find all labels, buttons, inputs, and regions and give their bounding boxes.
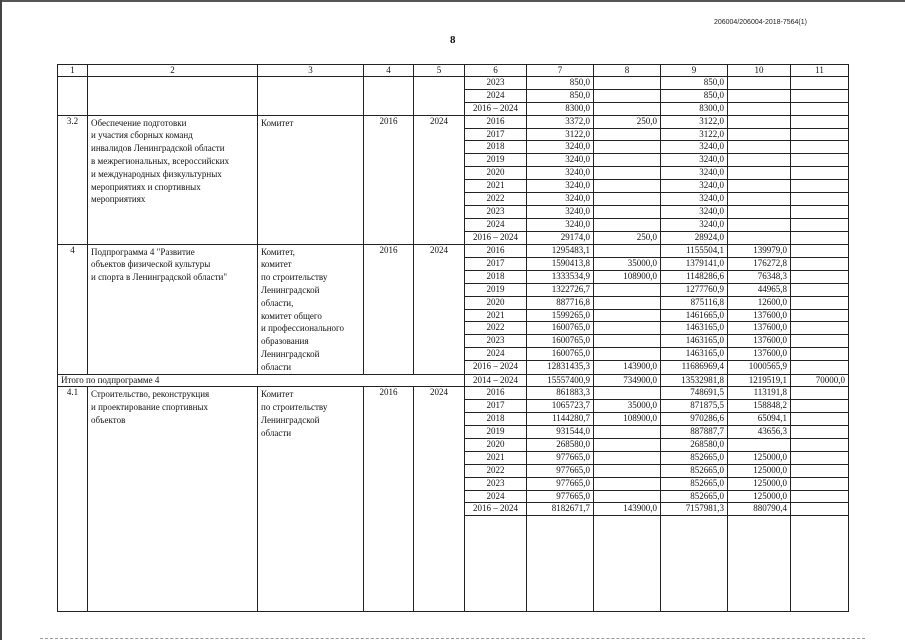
period-cell: 2017 xyxy=(465,257,527,270)
amount-cell: 250,0 xyxy=(594,231,661,244)
period-cell: 2023 xyxy=(465,77,527,90)
total-amount-cell: 70000,0 xyxy=(791,374,849,387)
total-amount-cell: 2014 – 2024 xyxy=(465,374,527,387)
amount-cell xyxy=(594,387,661,400)
amount-cell: 1277760,9 xyxy=(661,283,728,296)
amount-cell: 852665,0 xyxy=(661,464,728,477)
period-cell: 2019 xyxy=(465,154,527,167)
amount-cell xyxy=(728,154,791,167)
period-cell: 2022 xyxy=(465,464,527,477)
table-row xyxy=(58,115,849,128)
amount-cell xyxy=(791,477,849,490)
column-number-cell: 7 xyxy=(527,65,594,77)
amount-cell xyxy=(594,167,661,180)
amount-cell xyxy=(594,102,661,115)
amount-cell: 1148286,6 xyxy=(661,270,728,283)
executor-cell: Комитет, комитет по строительству Ленинградской области, комитет общего и профессионального образования Ленинградской области xyxy=(258,244,364,374)
amount-cell: 176272,8 xyxy=(728,257,791,270)
amount-cell: 1463165,0 xyxy=(661,335,728,348)
amount-cell xyxy=(594,218,661,231)
amount-cell: 850,0 xyxy=(661,77,728,90)
program-funding-table xyxy=(57,64,849,612)
amount-cell: 1600765,0 xyxy=(527,348,594,361)
start-year-cell: 2016 xyxy=(364,387,414,612)
column-number-cell: 2 xyxy=(88,65,258,77)
amount-cell xyxy=(791,296,849,309)
period-cell: 2016 – 2024 xyxy=(465,361,527,374)
amount-cell: 143900,0 xyxy=(594,361,661,374)
amount-cell: 137600,0 xyxy=(728,322,791,335)
amount-cell: 861883,3 xyxy=(527,387,594,400)
amount-cell: 3240,0 xyxy=(661,205,728,218)
amount-cell xyxy=(594,477,661,490)
amount-cell: 1600765,0 xyxy=(527,335,594,348)
period-cell: 2017 xyxy=(465,128,527,141)
amount-cell xyxy=(728,102,791,115)
amount-cell: 931544,0 xyxy=(527,426,594,439)
table-row xyxy=(58,244,849,257)
table-row xyxy=(58,387,849,400)
amount-cell xyxy=(728,439,791,452)
period-cell: 2021 xyxy=(465,180,527,193)
amount-cell xyxy=(791,231,849,244)
amount-cell xyxy=(791,102,849,115)
amount-cell: 1463165,0 xyxy=(661,348,728,361)
amount-cell: 29174,0 xyxy=(527,231,594,244)
amount-cell xyxy=(594,77,661,90)
amount-cell: 977665,0 xyxy=(527,464,594,477)
amount-cell: 3372,0 xyxy=(527,115,594,128)
column-number-cell: 10 xyxy=(728,65,791,77)
amount-cell xyxy=(791,413,849,426)
amount-cell: 113191,8 xyxy=(728,387,791,400)
amount-cell: 137600,0 xyxy=(728,335,791,348)
amount-cell xyxy=(791,167,849,180)
amount-cell: 8182671,7 xyxy=(527,503,594,516)
amount-cell: 139979,0 xyxy=(728,244,791,257)
amount-cell: 3240,0 xyxy=(527,205,594,218)
empty-cell xyxy=(594,516,661,612)
item-number-cell: 3.2 xyxy=(58,115,88,244)
amount-cell xyxy=(594,141,661,154)
amount-cell xyxy=(594,490,661,503)
period-cell: 2018 xyxy=(465,270,527,283)
amount-cell: 3240,0 xyxy=(527,193,594,206)
amount-cell: 887716,8 xyxy=(527,296,594,309)
period-cell: 2023 xyxy=(465,477,527,490)
amount-cell: 1295483,1 xyxy=(527,244,594,257)
amount-cell: 977665,0 xyxy=(527,477,594,490)
executor-cell: Комитет по строительству Ленинградской области xyxy=(258,387,364,612)
amount-cell xyxy=(791,205,849,218)
amount-cell xyxy=(791,490,849,503)
amount-cell xyxy=(594,193,661,206)
amount-cell xyxy=(791,257,849,270)
amount-cell xyxy=(594,296,661,309)
total-row xyxy=(58,374,849,387)
amount-cell: 875116,8 xyxy=(661,296,728,309)
amount-cell: 887887,7 xyxy=(661,426,728,439)
amount-cell: 977665,0 xyxy=(527,451,594,464)
amount-cell: 850,0 xyxy=(661,89,728,102)
amount-cell xyxy=(791,348,849,361)
amount-cell: 3240,0 xyxy=(527,180,594,193)
amount-cell: 3240,0 xyxy=(527,167,594,180)
amount-cell xyxy=(594,154,661,167)
end-year-cell: 2024 xyxy=(414,387,465,612)
column-number-cell: 9 xyxy=(661,65,728,77)
amount-cell: 850,0 xyxy=(527,77,594,90)
amount-cell: 880790,4 xyxy=(728,503,791,516)
amount-cell: 3240,0 xyxy=(661,180,728,193)
amount-cell: 125000,0 xyxy=(728,490,791,503)
period-cell: 2024 xyxy=(465,348,527,361)
total-amount-cell: 734900,0 xyxy=(594,374,661,387)
carry-name-cell xyxy=(88,77,258,116)
amount-cell xyxy=(791,387,849,400)
amount-cell xyxy=(791,218,849,231)
total-amount-cell: 13532981,8 xyxy=(661,374,728,387)
amount-cell xyxy=(791,439,849,452)
item-name-cell: Строительство, реконструкция и проектирование спортивных объектов xyxy=(88,387,258,612)
amount-cell: 3240,0 xyxy=(527,154,594,167)
amount-cell xyxy=(594,89,661,102)
amount-cell xyxy=(594,283,661,296)
amount-cell: 43656,3 xyxy=(728,426,791,439)
amount-cell: 1155504,1 xyxy=(661,244,728,257)
amount-cell: 11686969,4 xyxy=(661,361,728,374)
amount-cell: 3240,0 xyxy=(527,218,594,231)
amount-cell xyxy=(791,128,849,141)
amount-cell: 3240,0 xyxy=(661,193,728,206)
executor-cell: Комитет xyxy=(258,115,364,244)
amount-cell: 28924,0 xyxy=(661,231,728,244)
period-cell: 2017 xyxy=(465,400,527,413)
column-number-cell: 11 xyxy=(791,65,849,77)
scan-bottom-edge xyxy=(40,637,865,639)
amount-cell: 268580,0 xyxy=(661,439,728,452)
table-row xyxy=(58,77,849,90)
amount-cell xyxy=(791,77,849,90)
carry-start-cell xyxy=(364,77,414,116)
amount-cell: 44965,8 xyxy=(728,283,791,296)
period-cell: 2024 xyxy=(465,218,527,231)
amount-cell xyxy=(791,244,849,257)
column-number-cell: 8 xyxy=(594,65,661,77)
amount-cell xyxy=(791,283,849,296)
amount-cell: 8300,0 xyxy=(527,102,594,115)
total-amount-cell: 15557400,9 xyxy=(527,374,594,387)
empty-cell xyxy=(661,516,728,612)
period-cell: 2020 xyxy=(465,167,527,180)
amount-cell: 268580,0 xyxy=(527,439,594,452)
amount-cell: 970286,6 xyxy=(661,413,728,426)
amount-cell: 125000,0 xyxy=(728,464,791,477)
period-cell: 2019 xyxy=(465,426,527,439)
period-cell: 2016 xyxy=(465,115,527,128)
amount-cell: 1000565,9 xyxy=(728,361,791,374)
amount-cell xyxy=(791,426,849,439)
period-cell: 2023 xyxy=(465,335,527,348)
amount-cell: 143900,0 xyxy=(594,503,661,516)
period-cell: 2024 xyxy=(465,490,527,503)
column-number-cell: 1 xyxy=(58,65,88,77)
period-cell: 2019 xyxy=(465,283,527,296)
amount-cell xyxy=(791,451,849,464)
amount-cell xyxy=(791,89,849,102)
amount-cell: 1379141,0 xyxy=(661,257,728,270)
amount-cell: 852665,0 xyxy=(661,451,728,464)
period-cell: 2020 xyxy=(465,439,527,452)
amount-cell: 35000,0 xyxy=(594,257,661,270)
column-number-cell: 4 xyxy=(364,65,414,77)
scan-left-edge xyxy=(0,0,2,640)
period-cell: 2022 xyxy=(465,193,527,206)
empty-cell xyxy=(465,516,527,612)
amount-cell xyxy=(728,193,791,206)
amount-cell xyxy=(728,77,791,90)
amount-cell: 1463165,0 xyxy=(661,322,728,335)
amount-cell xyxy=(791,322,849,335)
amount-cell: 3240,0 xyxy=(661,141,728,154)
period-cell: 2021 xyxy=(465,309,527,322)
period-cell: 2023 xyxy=(465,205,527,218)
amount-cell: 250,0 xyxy=(594,115,661,128)
amount-cell: 8300,0 xyxy=(661,102,728,115)
amount-cell: 1333534,9 xyxy=(527,270,594,283)
amount-cell: 35000,0 xyxy=(594,400,661,413)
item-name-cell: Обеспечение подготовки и участия сборных команд инвалидов Ленинградской области в межрегиональных, всероссийских и международных физкультурных мероприятиях и спортивных мероприятиях xyxy=(88,115,258,244)
amount-cell xyxy=(728,141,791,154)
amount-cell xyxy=(728,89,791,102)
page-number: 8 xyxy=(450,34,456,46)
amount-cell xyxy=(594,128,661,141)
amount-cell xyxy=(728,205,791,218)
amount-cell xyxy=(594,322,661,335)
amount-cell: 3240,0 xyxy=(527,141,594,154)
period-cell: 2016 xyxy=(465,387,527,400)
end-year-cell: 2024 xyxy=(414,244,465,374)
amount-cell: 871875,5 xyxy=(661,400,728,413)
amount-cell xyxy=(791,154,849,167)
amount-cell: 977665,0 xyxy=(527,490,594,503)
amount-cell: 108900,0 xyxy=(594,270,661,283)
empty-cell xyxy=(791,516,849,612)
amount-cell xyxy=(728,180,791,193)
amount-cell: 1322726,7 xyxy=(527,283,594,296)
amount-cell xyxy=(594,335,661,348)
item-name-cell: Подпрограмма 4 "Развитие объектов физической культуры и спорта в Ленинградской области" xyxy=(88,244,258,374)
column-number-cell: 5 xyxy=(414,65,465,77)
amount-cell: 12600,0 xyxy=(728,296,791,309)
amount-cell: 12831435,3 xyxy=(527,361,594,374)
amount-cell: 76348,3 xyxy=(728,270,791,283)
column-number-cell: 6 xyxy=(465,65,527,77)
column-number-cell: 3 xyxy=(258,65,364,77)
amount-cell: 7157981,3 xyxy=(661,503,728,516)
amount-cell xyxy=(728,167,791,180)
amount-cell: 137600,0 xyxy=(728,348,791,361)
amount-cell xyxy=(791,141,849,154)
amount-cell xyxy=(791,400,849,413)
carry-exec-cell xyxy=(258,77,364,116)
total-label-cell: Итого по подпрограмме 4 xyxy=(58,374,465,387)
start-year-cell: 2016 xyxy=(364,115,414,244)
amount-cell: 65094,1 xyxy=(728,413,791,426)
amount-cell xyxy=(594,439,661,452)
amount-cell xyxy=(594,464,661,477)
amount-cell xyxy=(594,348,661,361)
document-id: 206004/206004-2018-7564(1) xyxy=(713,19,807,26)
amount-cell: 137600,0 xyxy=(728,309,791,322)
start-year-cell: 2016 xyxy=(364,244,414,374)
amount-cell: 3240,0 xyxy=(661,167,728,180)
period-cell: 2016 – 2024 xyxy=(465,503,527,516)
amount-cell xyxy=(791,180,849,193)
amount-cell xyxy=(728,115,791,128)
amount-cell xyxy=(728,218,791,231)
amount-cell: 3122,0 xyxy=(527,128,594,141)
amount-cell: 3240,0 xyxy=(661,218,728,231)
amount-cell xyxy=(791,503,849,516)
header-row xyxy=(58,65,849,77)
amount-cell: 1065723,7 xyxy=(527,400,594,413)
amount-cell xyxy=(791,309,849,322)
period-cell: 2016 xyxy=(465,244,527,257)
amount-cell: 852665,0 xyxy=(661,477,728,490)
amount-cell: 748691,5 xyxy=(661,387,728,400)
amount-cell xyxy=(594,451,661,464)
period-cell: 2018 xyxy=(465,413,527,426)
period-cell: 2016 – 2024 xyxy=(465,231,527,244)
amount-cell xyxy=(594,180,661,193)
scan-top-edge xyxy=(0,0,905,2)
amount-cell: 3122,0 xyxy=(661,128,728,141)
period-cell: 2024 xyxy=(465,89,527,102)
period-cell: 2020 xyxy=(465,296,527,309)
amount-cell xyxy=(728,231,791,244)
amount-cell: 125000,0 xyxy=(728,451,791,464)
period-cell: 2021 xyxy=(465,451,527,464)
amount-cell: 125000,0 xyxy=(728,477,791,490)
amount-cell: 3122,0 xyxy=(661,115,728,128)
amount-cell: 1599265,0 xyxy=(527,309,594,322)
amount-cell xyxy=(791,335,849,348)
item-number-cell: 4 xyxy=(58,244,88,374)
amount-cell: 1144280,7 xyxy=(527,413,594,426)
carry-end-cell xyxy=(414,77,465,116)
period-cell: 2018 xyxy=(465,141,527,154)
amount-cell xyxy=(791,270,849,283)
amount-cell xyxy=(594,205,661,218)
carry-num-cell xyxy=(58,77,88,116)
amount-cell xyxy=(791,115,849,128)
empty-cell xyxy=(527,516,594,612)
amount-cell: 1590413,8 xyxy=(527,257,594,270)
amount-cell: 850,0 xyxy=(527,89,594,102)
amount-cell xyxy=(791,193,849,206)
period-cell: 2016 – 2024 xyxy=(465,102,527,115)
amount-cell xyxy=(594,426,661,439)
end-year-cell: 2024 xyxy=(414,115,465,244)
item-number-cell: 4.1 xyxy=(58,387,88,612)
amount-cell: 852665,0 xyxy=(661,490,728,503)
amount-cell: 158848,2 xyxy=(728,400,791,413)
total-amount-cell: 1219519,1 xyxy=(728,374,791,387)
amount-cell xyxy=(594,309,661,322)
amount-cell: 3240,0 xyxy=(661,154,728,167)
amount-cell: 1461665,0 xyxy=(661,309,728,322)
amount-cell xyxy=(791,361,849,374)
amount-cell xyxy=(791,464,849,477)
amount-cell: 108900,0 xyxy=(594,413,661,426)
period-cell: 2022 xyxy=(465,322,527,335)
amount-cell xyxy=(594,244,661,257)
amount-cell xyxy=(728,128,791,141)
empty-cell xyxy=(728,516,791,612)
amount-cell: 1600765,0 xyxy=(527,322,594,335)
